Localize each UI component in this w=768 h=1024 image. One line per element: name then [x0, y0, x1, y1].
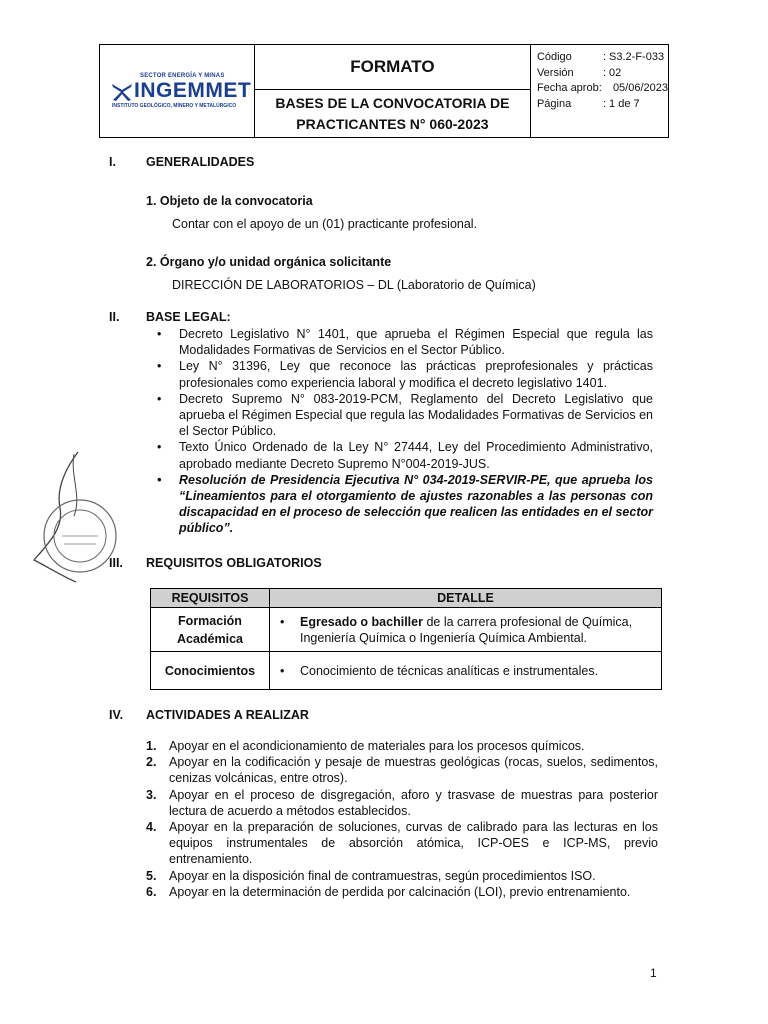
section-title: BASE LEGAL:	[146, 310, 231, 324]
list-item: 4. Apoyar en la preparación de soluciones, curvas de calibrado para las lecturas en los equipos instrumentales de absorción atómica, ICP-OES e ICP-MS, previo entrenamiento.	[146, 820, 658, 867]
requirements-table	[150, 588, 662, 690]
section-number: III.	[109, 556, 123, 570]
section-number: II.	[109, 310, 120, 324]
list-item: 2. Apoyar en la codificación y pesaje de muestras geológicas (rocas, suelos, sedimentos, cenizas volcánicas, entre otros).	[146, 755, 658, 786]
logo-subtitle: INSTITUTO GEOLÓGICO, MINERO Y METALÚRGICO	[112, 103, 237, 109]
pickaxe-icon	[110, 80, 134, 102]
logo	[100, 45, 255, 137]
list-item: • Resolución de Presidencia Ejecutiva N° 034-2019-SERVIR-PE, que aprueba los “Lineamientos para el otorgamiento de ajustes razonables a las personas con discapacidad en el proceso de selección que realicen las entidades en el sector público”.	[155, 472, 653, 537]
section-title: ACTIVIDADES A REALIZAR	[146, 708, 309, 722]
section-title: GENERALIDADES	[146, 155, 255, 169]
table-cell: • Egresado o bachiller de la carrera profesional de Química, Ingeniería Química o Ingeniería Química Ambiental.	[270, 608, 662, 652]
subsection-title: 2. Órgano y/o unidad orgánica solicitante	[146, 255, 392, 269]
document-title: BASES DE LA CONVOCATORIA DE PRACTICANTES N° 060-2023	[275, 94, 510, 132]
document-header	[99, 44, 669, 138]
subsection-text: DIRECCIÓN DE LABORATORIOS – DL (Laboratorio de Química)	[172, 278, 536, 292]
table-cell: • Conocimiento de técnicas analíticas e instrumentales.	[270, 652, 662, 690]
list-item: • Ley N° 31396, Ley que reconoce las prácticas preprofesionales y prácticas profesionales como experiencia laboral y modifica el decreto legislativo 1401.	[155, 358, 653, 390]
logo-top-text: SECTOR ENERGÍA Y MINAS	[140, 73, 225, 79]
logo-name: INGEMMET	[134, 79, 252, 102]
subsection-title: 1. Objeto de la convocatoria	[146, 194, 313, 208]
legal-base-list	[155, 326, 653, 537]
section-number: I.	[109, 155, 116, 169]
format-title: FORMATO	[255, 45, 530, 90]
table-header: DETALLE	[270, 589, 662, 608]
page-number: 1	[650, 966, 657, 980]
list-item: 5. Apoyar en la disposición final de contramuestras, según procedimientos ISO.	[146, 868, 596, 883]
table-cell: Formación Académica	[151, 608, 270, 652]
list-item: 3. Apoyar en el proceso de disgregación, aforo y trasvase de muestras para posterior lectura de acuerdo a métodos establecidos.	[146, 787, 658, 818]
document-metadata: Código : S3.2-F-033 Versión : 02 Fecha aprob: 05/06/2023 Página : 1 de 7	[536, 51, 668, 110]
table-cell: Conocimientos	[151, 652, 270, 690]
section-title: REQUISITOS OBLIGATORIOS	[146, 556, 322, 570]
table-row	[151, 608, 662, 652]
list-item: 1. Apoyar en el acondicionamiento de materiales para los procesos químicos.	[146, 739, 585, 753]
activities-list	[146, 738, 658, 900]
list-item: • Decreto Supremo N° 083-2019-PCM, Reglamento del Decreto Legislativo que aprueba el Régimen Especial que regula las Modalidades Formativas de Servicios en el Sector Público.	[155, 391, 653, 440]
list-item: • Decreto Legislativo N° 1401, que aprueba el Régimen Especial que regula las Modalidades Formativas de Servicios en el Sector Público.	[155, 326, 653, 358]
table-header: REQUISITOS	[151, 589, 270, 608]
list-item: • Texto Único Ordenado de la Ley N° 27444, Ley del Procedimiento Administrativo, aprobado mediante Decreto Supremo N°004-2019-JUS.	[155, 439, 653, 471]
list-item: 6. Apoyar en la determinación de perdida por calcinación (LOI), previo entrenamiento.	[146, 884, 631, 899]
section-number: IV.	[109, 708, 124, 722]
table-row	[151, 652, 662, 690]
subsection-text: Contar con el apoyo de un (01) practicante profesional.	[172, 217, 478, 231]
